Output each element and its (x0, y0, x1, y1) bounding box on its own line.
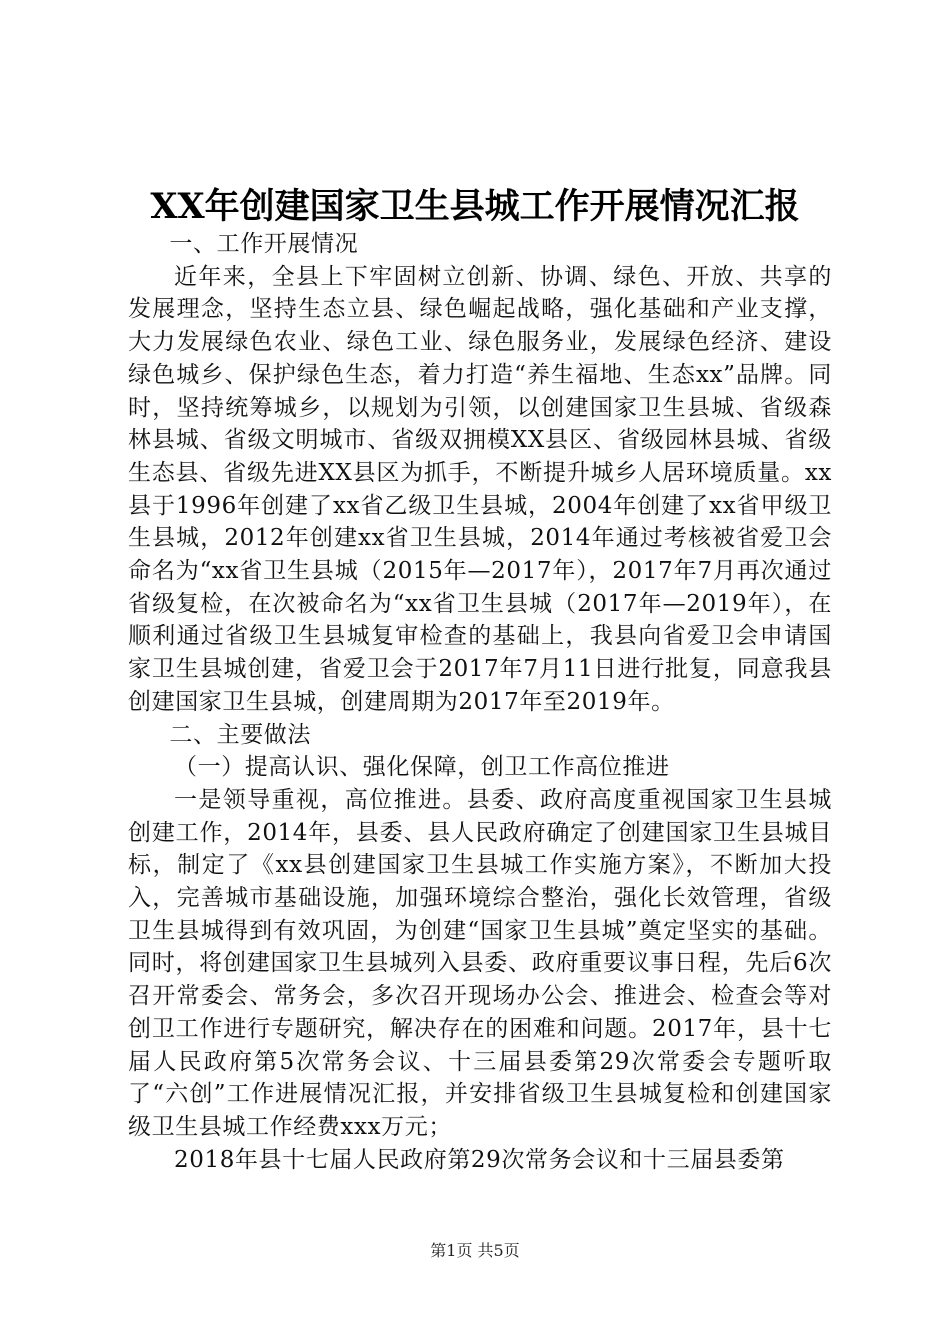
paragraph-intro: 近年来，全县上下牢固树立创新、协调、绿色、开放、共享的发展理念，坚持生态立县、绿色崛起战略，强化基础和产业支撑，大力发展绿色农业、绿色工业、绿色服务业，发展绿色经济、建设绿色城乡、保护绿色生态，着力打造“养生福地、生态xx”品牌。同时，坚持统筹城乡，以规划为引领，以创建国家卫生县城、省级森林县城、省级文明城市、省级双拥模XX县区、省级园林县城、省级生态县、省级先进XX县区为抓手，不断提升城乡人居环境质量。xx县于1996年创建了xx省乙级卫生县城，2004年创建了xx省甲级卫生县城，2012年创建xx省卫生县城，2014年通过考核被省爱卫会命名为“xx省卫生县城（2015年—2017年），2017年7月再次通过省级复检，在次被命名为“xx省卫生县城（2017年—2019年），在顺利通过省级卫生县城复审检查的基础上，我县向省爱卫会申请国家卫生县城创建，省爱卫会于2017年7月11日进行批复，同意我县创建国家卫生县城，创建周期为2017年至2019年。 (128, 263, 832, 715)
page-footer: 第1页 共5页 (430, 1241, 520, 1260)
paragraph-leadership: 一是领导重视，高位推进。县委、政府高度重视国家卫生县城创建工作，2014年，县委、县人民政府确定了创建国家卫生县城目标，制定了《xx县创建国家卫生县城工作实施方案》，不断加大投入，完善城市基础设施，加强环境综合整治，强化长效管理，省级卫生县城得到有效巩固，为创建“国家卫生县城”奠定坚实的基础。同时，将创建国家卫生县城列入县委、政府重要议事日程，先后6次召开常委会、常务会，多次召开现场办公会、推进会、检查会等对创卫工作进行专题研究，解决存在的困难和问题。2017年，县十七届人民政府第5次常务会议、十三届县委第29次常委会专题听取了“六创”工作进展情况汇报，并安排省级卫生县城复检和创建国家级卫生县城工作经费xxx万元； (128, 786, 832, 1140)
section-heading-1: 一、工作开展情况 (169, 231, 359, 257)
document-body (128, 228, 832, 1176)
paragraph-2018: 2018年县十七届人民政府第29次常务会议和十三届县委第 (174, 1146, 785, 1173)
subsection-heading-1: （一）提高认识、强化保障，创卫工作高位推进 (174, 754, 670, 781)
section-heading-2: 二、主要做法 (169, 721, 311, 748)
document-title: XX年创建国家卫生县城工作开展情况汇报 (150, 186, 800, 227)
